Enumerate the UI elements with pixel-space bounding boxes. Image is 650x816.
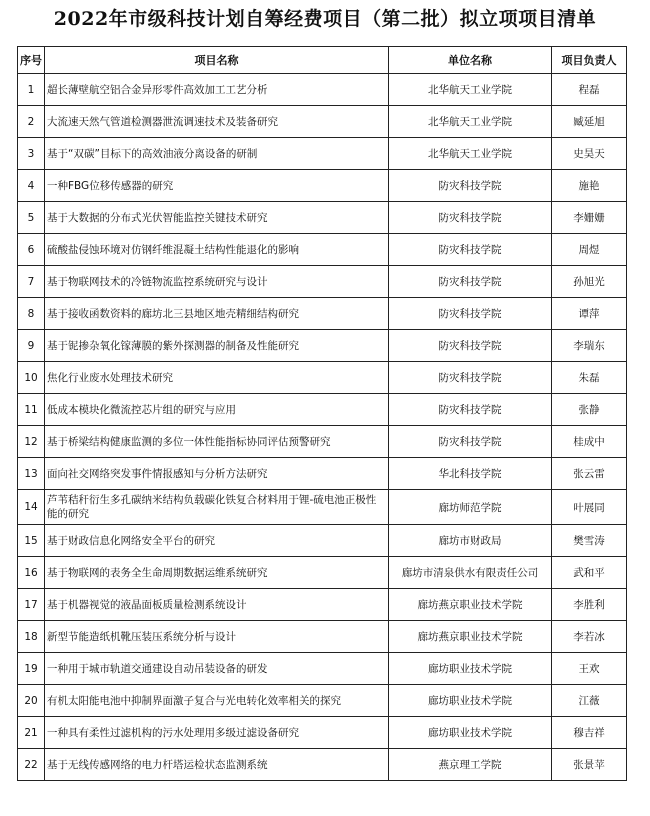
project-leader-cell: 孙旭光 [552, 266, 627, 298]
unit-name-cell: 北华航天工业学院 [389, 106, 552, 138]
table-row [18, 74, 627, 106]
serial-number-cell: 7 [18, 266, 45, 298]
serial-number-cell: 1 [18, 74, 45, 106]
project-name-cell: 基于机器视觉的液晶面板质量检测系统设计 [45, 589, 389, 621]
table-row [18, 490, 627, 525]
table-row [18, 394, 627, 426]
table-row [18, 621, 627, 653]
serial-number-cell: 13 [18, 458, 45, 490]
project-leader-cell: 樊雪涛 [552, 525, 627, 557]
unit-name-cell: 廊坊燕京职业技术学院 [389, 621, 552, 653]
project-list-table [17, 46, 627, 781]
project-leader-cell: 张静 [552, 394, 627, 426]
table-row [18, 557, 627, 589]
table-row [18, 525, 627, 557]
unit-name-cell: 华北科技学院 [389, 458, 552, 490]
serial-number-cell: 10 [18, 362, 45, 394]
unit-name-cell: 防灾科技学院 [389, 298, 552, 330]
project-leader-cell: 穆吉祥 [552, 717, 627, 749]
project-leader-cell: 李瑞东 [552, 330, 627, 362]
table-row [18, 298, 627, 330]
serial-number-cell: 11 [18, 394, 45, 426]
unit-name-cell: 防灾科技学院 [389, 394, 552, 426]
serial-number-cell: 8 [18, 298, 45, 330]
serial-number-cell: 22 [18, 749, 45, 781]
project-name-cell: 基于无线传感网络的电力杆塔运检状态监测系统 [45, 749, 389, 781]
project-leader-cell: 张云雷 [552, 458, 627, 490]
project-leader-cell: 周煜 [552, 234, 627, 266]
project-name-cell: 有机太阳能电池中抑制界面激子复合与光电转化效率相关的探究 [45, 685, 389, 717]
table-row [18, 106, 627, 138]
unit-name-cell: 廊坊市财政局 [389, 525, 552, 557]
table-row [18, 653, 627, 685]
unit-name-cell: 北华航天工业学院 [389, 138, 552, 170]
project-leader-cell: 臧延旭 [552, 106, 627, 138]
unit-name-cell: 廊坊职业技术学院 [389, 685, 552, 717]
unit-name-cell: 防灾科技学院 [389, 202, 552, 234]
project-leader-cell: 谭萍 [552, 298, 627, 330]
unit-name-cell: 防灾科技学院 [389, 170, 552, 202]
project-name-cell: 芦苇秸秆衍生多孔碳纳米结构负载碳化铁复合材料用于锂-硫电池正极性能的研究 [45, 490, 389, 525]
table-row [18, 234, 627, 266]
serial-number-cell: 14 [18, 490, 45, 525]
unit-name-cell: 防灾科技学院 [389, 426, 552, 458]
project-leader-cell: 武和平 [552, 557, 627, 589]
table-row [18, 170, 627, 202]
project-leader-cell: 江薇 [552, 685, 627, 717]
serial-number-cell: 17 [18, 589, 45, 621]
project-leader-cell: 李若冰 [552, 621, 627, 653]
header-unit-name: 单位名称 [389, 47, 552, 74]
serial-number-cell: 21 [18, 717, 45, 749]
table-row [18, 362, 627, 394]
table-row [18, 266, 627, 298]
serial-number-cell: 6 [18, 234, 45, 266]
project-leader-cell: 张景苹 [552, 749, 627, 781]
document-title: 2022年市级科技计划自筹经费项目（第二批）拟立项项目清单 [53, 8, 597, 30]
table-row [18, 330, 627, 362]
table-header-row [18, 47, 627, 74]
project-leader-cell: 李胜利 [552, 589, 627, 621]
project-leader-cell: 李姗姗 [552, 202, 627, 234]
project-name-cell: 新型节能造纸机靴压装压系统分析与设计 [45, 621, 389, 653]
unit-name-cell: 防灾科技学院 [389, 234, 552, 266]
unit-name-cell: 廊坊职业技术学院 [389, 717, 552, 749]
unit-name-cell: 防灾科技学院 [389, 266, 552, 298]
project-leader-cell: 程磊 [552, 74, 627, 106]
header-project-name: 项目名称 [45, 47, 389, 74]
serial-number-cell: 3 [18, 138, 45, 170]
unit-name-cell: 廊坊燕京职业技术学院 [389, 589, 552, 621]
unit-name-cell: 燕京理工学院 [389, 749, 552, 781]
unit-name-cell: 廊坊职业技术学院 [389, 653, 552, 685]
header-serial-number: 序号 [18, 47, 45, 74]
serial-number-cell: 5 [18, 202, 45, 234]
project-name-cell: 面向社交网络突发事件情报感知与分析方法研究 [45, 458, 389, 490]
project-name-cell: 基于物联网的表务全生命周期数据运维系统研究 [45, 557, 389, 589]
project-leader-cell: 史昊天 [552, 138, 627, 170]
project-name-cell: 焦化行业废水处理技术研究 [45, 362, 389, 394]
serial-number-cell: 4 [18, 170, 45, 202]
project-leader-cell: 叶展同 [552, 490, 627, 525]
project-leader-cell: 施艳 [552, 170, 627, 202]
serial-number-cell: 2 [18, 106, 45, 138]
table-row [18, 458, 627, 490]
serial-number-cell: 15 [18, 525, 45, 557]
table-row [18, 589, 627, 621]
project-name-cell: 基于物联网技术的冷链物流监控系统研究与设计 [45, 266, 389, 298]
table-row [18, 426, 627, 458]
table-row [18, 685, 627, 717]
project-name-cell: 大流速天然气管道检测器泄流调速技术及装备研究 [45, 106, 389, 138]
project-leader-cell: 朱磊 [552, 362, 627, 394]
project-name-cell: 低成本模块化微流控芯片组的研究与应用 [45, 394, 389, 426]
serial-number-cell: 9 [18, 330, 45, 362]
project-name-cell: 基于铌掺杂氧化镓薄膜的紫外探测器的制备及性能研究 [45, 330, 389, 362]
unit-name-cell: 北华航天工业学院 [389, 74, 552, 106]
serial-number-cell: 18 [18, 621, 45, 653]
project-name-cell: 一种用于城市轨道交通建设自动吊装设备的研发 [45, 653, 389, 685]
project-name-cell: 基于“双碳”目标下的高效油液分离设备的研制 [45, 138, 389, 170]
project-leader-cell: 桂成中 [552, 426, 627, 458]
table-row [18, 749, 627, 781]
unit-name-cell: 廊坊师范学院 [389, 490, 552, 525]
table-row [18, 138, 627, 170]
table-row [18, 202, 627, 234]
serial-number-cell: 20 [18, 685, 45, 717]
project-name-cell: 基于财政信息化网络安全平台的研究 [45, 525, 389, 557]
project-name-cell: 一种FBG位移传感器的研究 [45, 170, 389, 202]
table-row [18, 717, 627, 749]
project-name-cell: 基于接收函数资料的廊坊北三县地区地壳精细结构研究 [45, 298, 389, 330]
project-name-cell: 超长薄壁航空铝合金异形零件高效加工工艺分析 [45, 74, 389, 106]
header-project-leader: 项目负责人 [552, 47, 627, 74]
project-leader-cell: 王欢 [552, 653, 627, 685]
unit-name-cell: 防灾科技学院 [389, 330, 552, 362]
unit-name-cell: 防灾科技学院 [389, 362, 552, 394]
project-name-cell: 基于桥梁结构健康监测的多位一体性能指标协同评估预警研究 [45, 426, 389, 458]
serial-number-cell: 16 [18, 557, 45, 589]
serial-number-cell: 12 [18, 426, 45, 458]
unit-name-cell: 廊坊市清泉供水有限责任公司 [389, 557, 552, 589]
project-name-cell: 一种具有柔性过滤机构的污水处理用多级过滤设备研究 [45, 717, 389, 749]
project-name-cell: 硫酸盐侵蚀环境对仿钢纤维混凝土结构性能退化的影响 [45, 234, 389, 266]
project-name-cell: 基于大数据的分布式光伏智能监控关键技术研究 [45, 202, 389, 234]
serial-number-cell: 19 [18, 653, 45, 685]
